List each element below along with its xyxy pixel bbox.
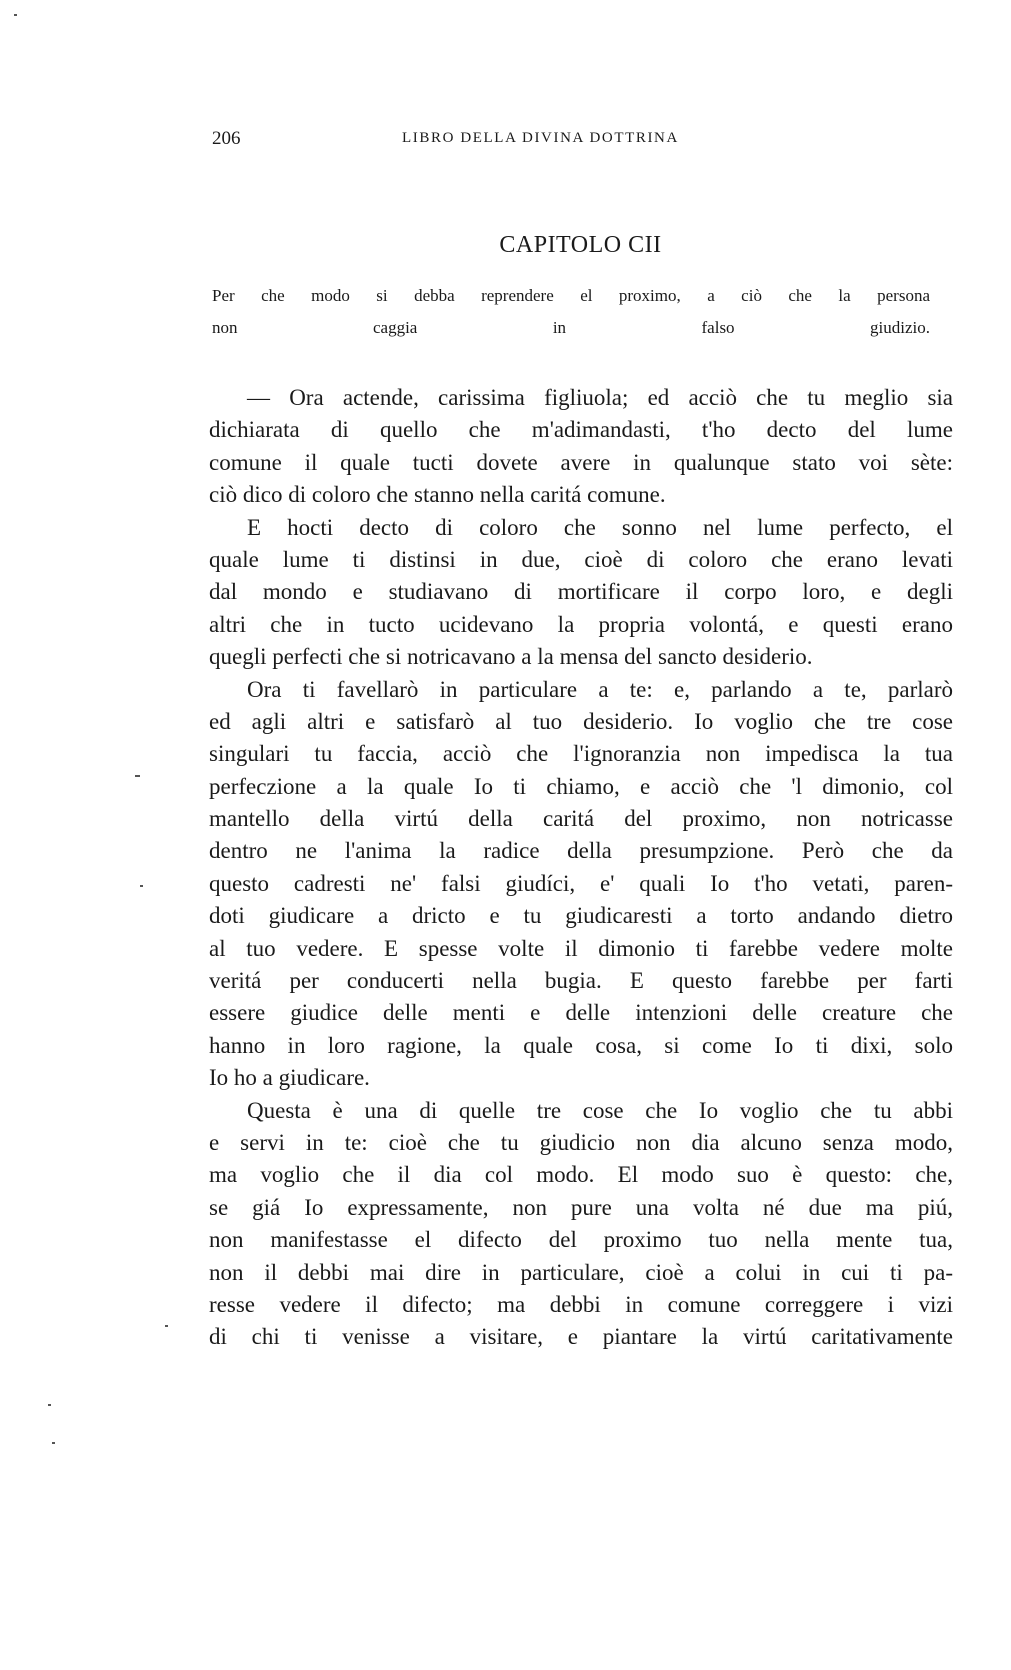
scan-speck bbox=[14, 14, 17, 16]
text-line: altri che in tucto ucidevano la propria volontá, e questi erano bbox=[209, 611, 953, 637]
text-line: Ora ti favellarò in particulare a te: e, parlando a te, parlarò bbox=[247, 676, 953, 702]
summary-line: non caggia in falso giudizio. bbox=[212, 318, 930, 338]
text-line: veritá per conducerti nella bugia. E questo farebbe per farti bbox=[209, 968, 953, 994]
text-line: E hocti decto di coloro che sonno nel lume perfecto, el bbox=[247, 514, 953, 540]
chapter-summary bbox=[212, 283, 930, 348]
page-number: 206 bbox=[212, 128, 241, 149]
scan-speck bbox=[135, 775, 140, 777]
text-line: resse vedere il difecto; ma debbi in comune correggere i vizi bbox=[209, 1291, 953, 1317]
text-line: al tuo vedere. E spesse volte il dimonio ti farebbe vedere molte bbox=[209, 935, 953, 961]
chapter-title: CAPITOLO CII bbox=[499, 232, 662, 258]
text-line: non il debbi mai dire in particulare, cioè a colui in cui ti pa- bbox=[209, 1259, 953, 1285]
scan-speck bbox=[165, 1325, 168, 1327]
text-line: quegli perfecti che si notricavano a la mensa del sancto desiderio. bbox=[209, 644, 813, 670]
running-head bbox=[212, 128, 752, 152]
text-line: e servi in te: cioè che tu giudicio non dia alcuno senza modo, bbox=[209, 1129, 953, 1155]
scan-speck bbox=[48, 1404, 51, 1406]
summary-line: Per che modo si debba reprendere el proximo, a ciò che la persona bbox=[212, 286, 930, 305]
text-line: comune il quale tucti dovete avere in qualunque stato voi sète: bbox=[209, 449, 953, 475]
text-line: dal mondo e studiavano di mortificare il corpo loro, e degli bbox=[209, 579, 953, 605]
text-line: — Ora actende, carissima figliuola; ed acciò che tu meglio sia bbox=[247, 385, 953, 410]
text-line: dentro ne l'anima la radice della presumpzione. Però che da bbox=[209, 838, 953, 864]
text-line: ed agli altri e satisfarò al tuo desiderio. Io voglio che tre cose bbox=[209, 708, 953, 734]
text-line: non manifestasse el difecto del proximo tuo nella mente tua, bbox=[209, 1227, 953, 1253]
scan-speck bbox=[140, 885, 143, 887]
text-line: ciò dico di coloro che stanno nella caritá comune. bbox=[209, 482, 666, 508]
text-line: singulari tu faccia, acciò che l'ignoranzia non impedisca la tua bbox=[209, 741, 953, 767]
text-line: Questa è una di quelle tre cose che Io voglio che tu abbi bbox=[247, 1097, 953, 1123]
body-text bbox=[209, 382, 953, 1354]
running-title: LIBRO DELLA DIVINA DOTTRINA bbox=[402, 130, 679, 146]
text-line: di chi ti venisse a visitare, e piantare la virtú caritativamente bbox=[209, 1324, 953, 1350]
text-line: perfeczione a la quale Io ti chiamo, e acciò che 'l dimonio, col bbox=[209, 773, 953, 799]
text-line: quale lume ti distinsi in due, cioè di coloro che erano levati bbox=[209, 546, 953, 572]
text-line: hanno in loro ragione, la quale cosa, si come Io ti dixi, solo bbox=[209, 1032, 953, 1058]
text-line: dichiarata di quello che m'adimandasti, t'ho decto del lume bbox=[209, 417, 953, 443]
text-line: se giá Io expressamente, non pure una volta né due ma piú, bbox=[209, 1194, 953, 1220]
text-line: doti giudicare a dricto e tu giudicaresti a torto andando dietro bbox=[209, 903, 953, 929]
text-line: mantello della virtú della caritá del proximo, non notricasse bbox=[209, 806, 953, 832]
scan-speck bbox=[52, 1442, 55, 1444]
text-line: ma voglio che il dia col modo. El modo suo è questo: che, bbox=[209, 1162, 953, 1188]
text-line: questo cadresti ne' falsi giudíci, e' quali Io t'ho vetati, paren- bbox=[209, 870, 953, 896]
text-line: essere giudice delle menti e delle intenzioni delle creature che bbox=[209, 1000, 953, 1026]
text-line: Io ho a giudicare. bbox=[209, 1065, 370, 1091]
